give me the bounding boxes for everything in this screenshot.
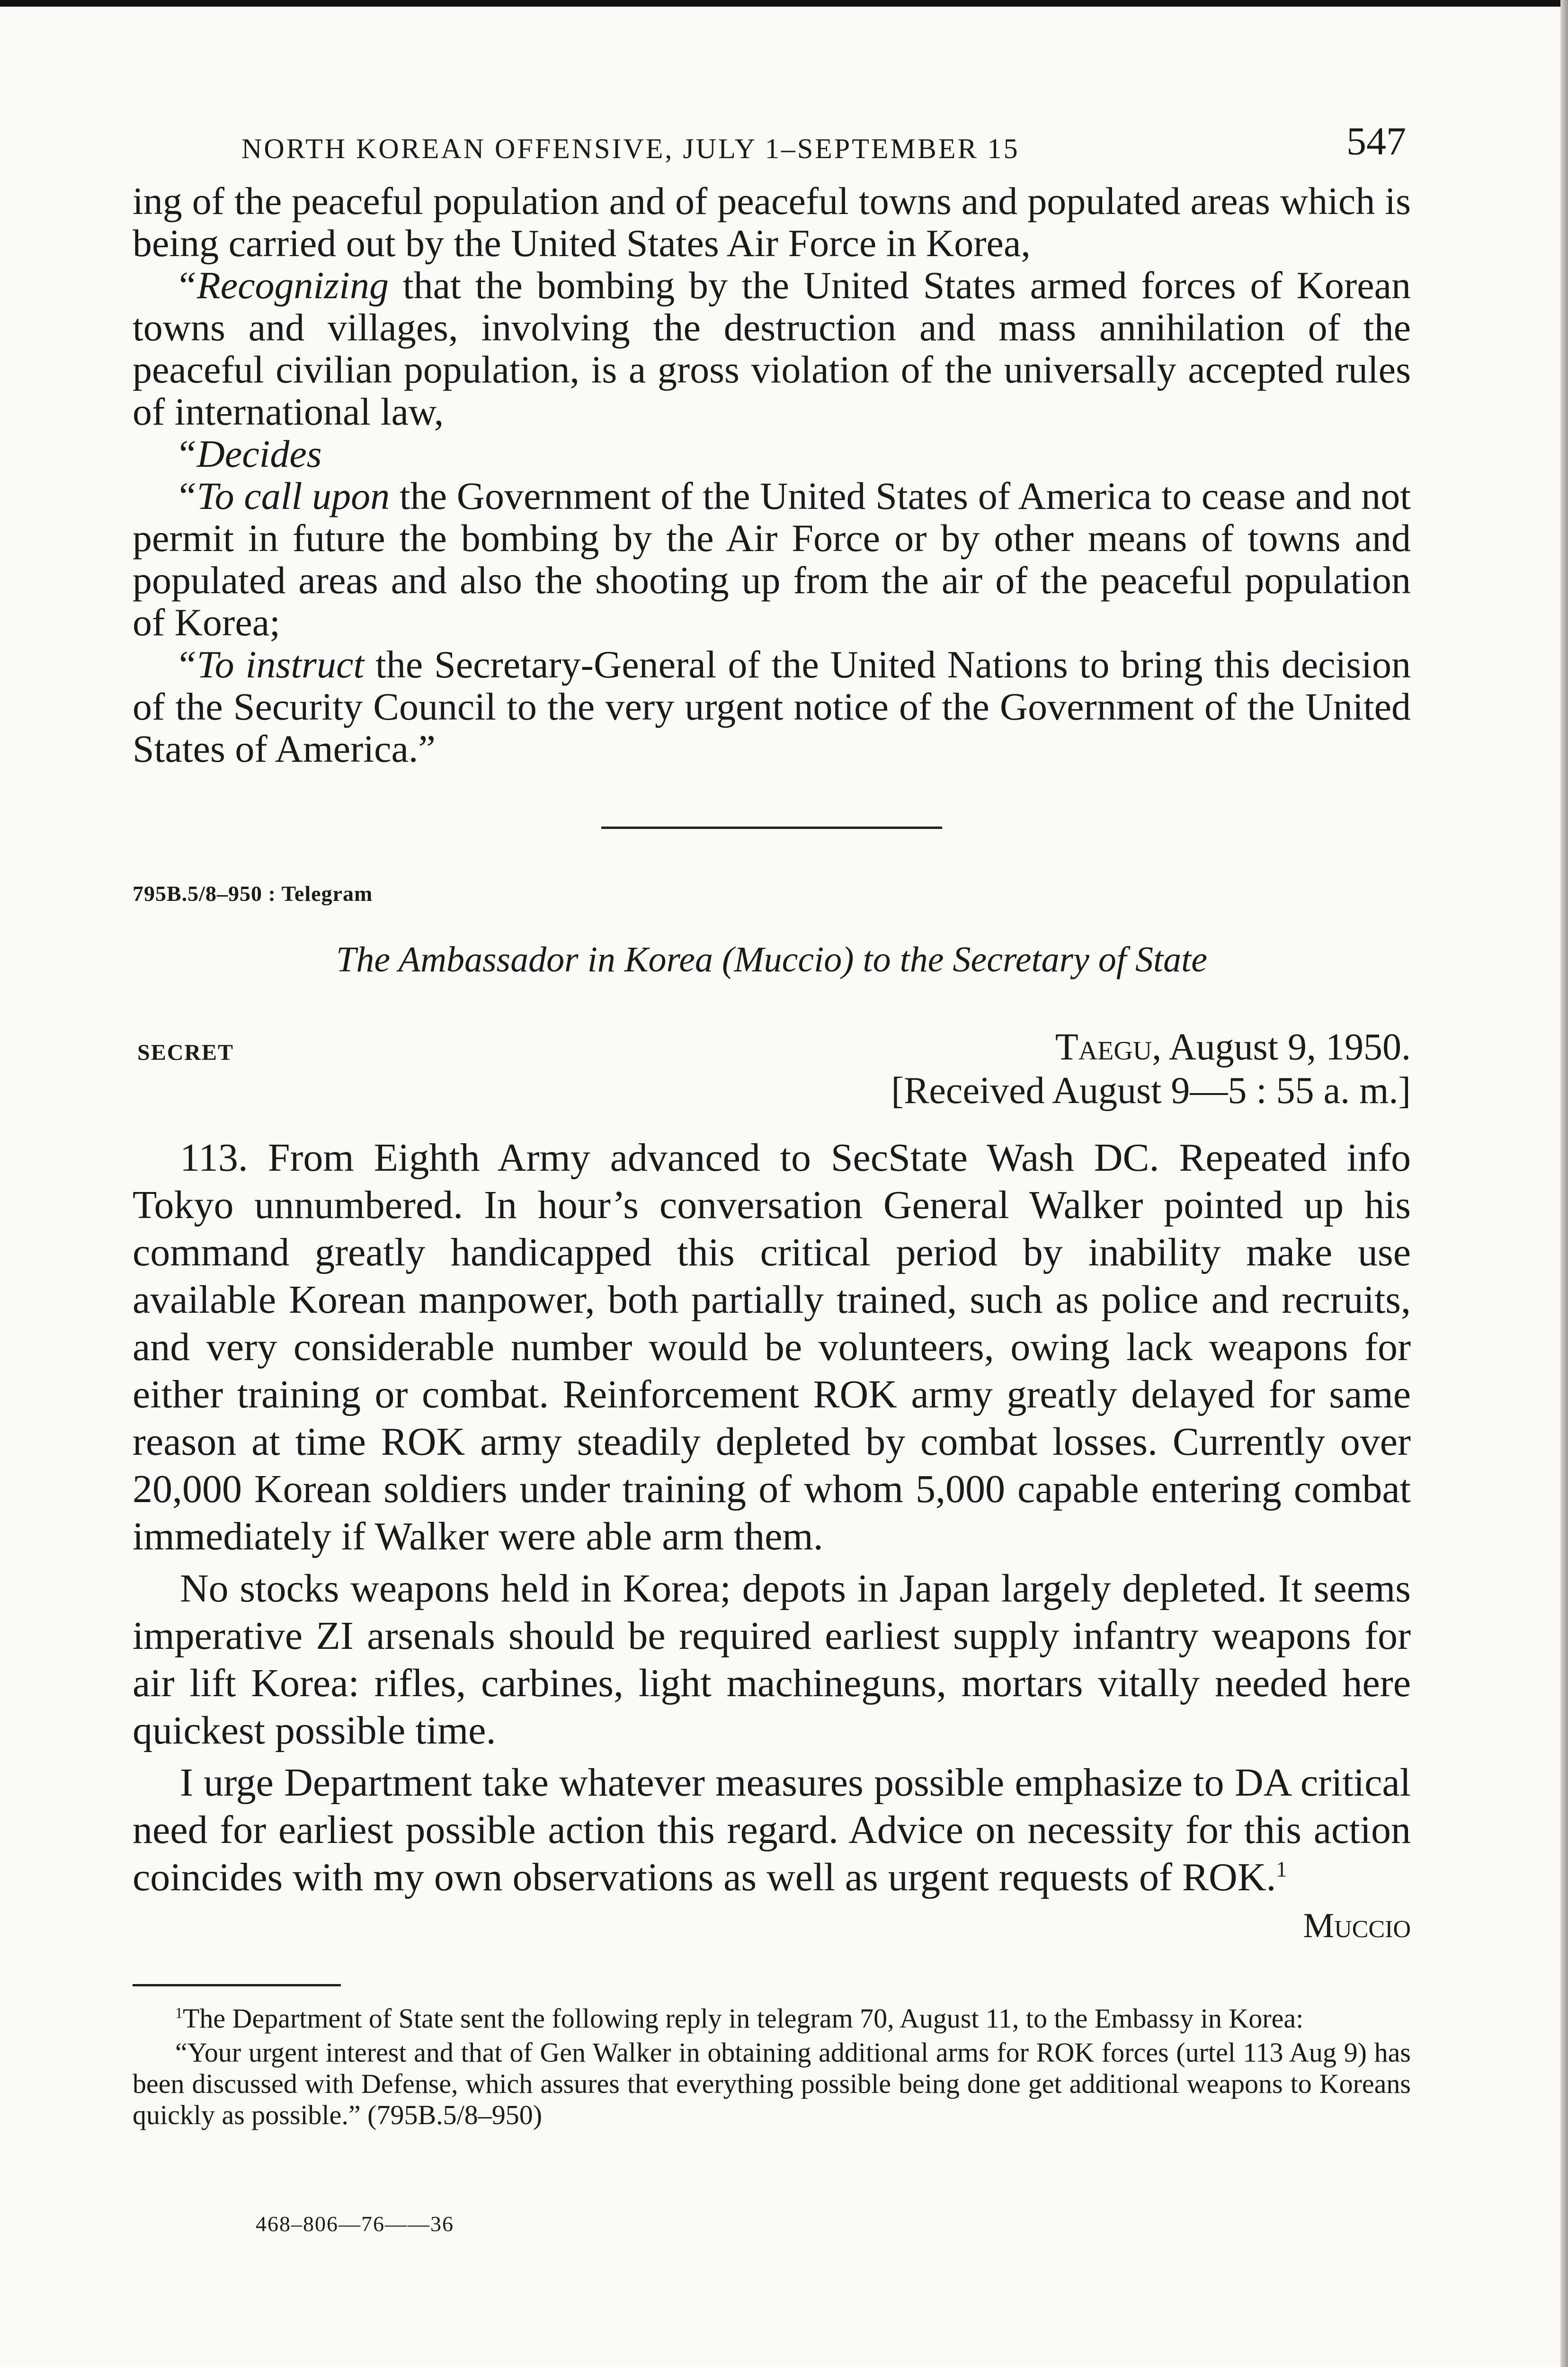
page xyxy=(133,104,1411,2236)
footnote-line-1 xyxy=(133,2003,1411,2034)
footnote-ref: 1 xyxy=(1276,1857,1287,1881)
footnote-line-2: “Your urgent interest and that of Gen Walker in obtaining additional arms for ROK forces (urtel 113 Aug 9) has been discussed with Defense, which assures that everything possible being done get additional weapons to Koreans quickly as possible.” (795B.5/8–950) xyxy=(133,2037,1411,2130)
resolution-para-2 xyxy=(133,264,1411,433)
dateline-place: Taegu xyxy=(1055,1026,1152,1068)
resolution-para-5 xyxy=(133,643,1411,770)
running-title: NORTH KOREAN OFFENSIVE, JULY 1–SEPTEMBER 15 xyxy=(241,133,1020,164)
resolution-para-5-rest: the Secretary-General of the United Nations to bring this decision of the Security Council to the very urgent notice of the Government of the United States of America.” xyxy=(133,643,1411,770)
running-head xyxy=(133,104,1411,180)
telegram-para-3-text: I urge Department take whatever measures possible emphasize to DA critical need for earliest possible action this regard. Advice on necessity for this action coincides with my own observations as well as urgent requests of ROK. xyxy=(133,1761,1411,1899)
heading-part-1: The Ambassador in Korea ( xyxy=(336,940,734,979)
heading-name: Muccio xyxy=(734,940,842,979)
dateline xyxy=(891,1025,1411,1112)
resolution-para-4-rest: the Government of the United States of America to cease and not permit in future the bombing by the Air Force or by other means of towns and populated areas and also the shooting up from the air of the peaceful population of Korea; xyxy=(133,474,1411,644)
printer-imprint: 468–806—76——36 xyxy=(256,2212,454,2236)
section-divider xyxy=(601,827,942,829)
classification: SECRET xyxy=(137,1040,234,1065)
dateline-line xyxy=(891,1025,1411,1069)
telegram-para-2: No stocks weapons held in Korea; depots in Japan largely depleted. It seems imperative ZI arsenals should be required earliest supply infantry weapons for air lift Korea: rifles, carbines, light machineguns, mortars vitally needed here quickest possible time. xyxy=(133,1566,1411,1753)
footnote-rule xyxy=(133,1984,341,1986)
resolution-para-1: ing of the peaceful population and of peaceful towns and populated areas which is being carried out by the United States Air Force in Korea, xyxy=(133,179,1411,265)
resolution-decides: “Decides xyxy=(175,432,322,475)
resolution-para-4 xyxy=(133,475,1411,643)
telegram-para-1: 113. From Eighth Army advanced to SecState Wash DC. Repeated info Tokyo unnumbered. In hour’s conversation General Walker pointed up his command greatly handicapped this critical period by inability make use available Korean manpower, both partially trained, such as police and recruits, and very considerable number would be volunteers, owing lack weapons for either training or combat. Reinforcement ROK army greatly delayed for same reason at time ROK army steadily depleted by combat losses. Currently over 20,000 Korean soldiers under training of whom 5,000 capable entering combat immediately if Walker were able arm them. xyxy=(133,1136,1411,1558)
page-edge xyxy=(1560,0,1568,2367)
telegram-body xyxy=(133,1134,1411,1901)
top-border xyxy=(0,0,1568,7)
resolution-para-4-italic: “To call upon xyxy=(175,474,390,517)
footnote-line-1-text: The Department of State sent the following reply in telegram 70, August 11, to the Embassy in Korea: xyxy=(182,2003,1304,2034)
telegram-header xyxy=(133,1025,1411,1120)
received-line: [Received August 9—5 : 55 a. m.] xyxy=(891,1070,1411,1112)
telegram-para-3 xyxy=(133,1759,1411,1901)
resolution-para-2-italic: “Recognizing xyxy=(175,264,389,307)
signature: Muccio xyxy=(1303,1906,1411,1945)
heading-part-2: ) to the Secretary of State xyxy=(842,940,1207,979)
footnote xyxy=(133,2003,1411,2131)
dateline-date: , August 9, 1950. xyxy=(1152,1026,1411,1068)
resolution-para-5-italic: “To instruct xyxy=(175,643,365,686)
resolution-para-3 xyxy=(133,433,1411,475)
page-number: 547 xyxy=(1346,119,1406,163)
document-heading xyxy=(133,939,1411,980)
file-reference: 795B.5/8–950 : Telegram xyxy=(133,881,373,906)
footnote-marker: 1 xyxy=(175,2004,183,2021)
resolution-text xyxy=(133,180,1411,770)
resolution-para-2-rest: that the bombing by the United States armed forces of Korean towns and villages, involving the destruction and mass annihilation of the peaceful civilian population, is a gross violation of the universally accepted rules of international law, xyxy=(133,264,1411,433)
